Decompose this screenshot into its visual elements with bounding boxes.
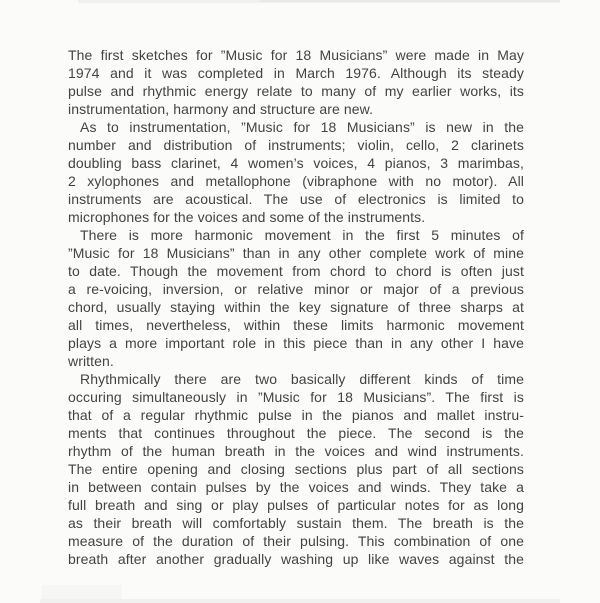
scan-edge-artifact bbox=[40, 599, 560, 603]
text-line: microphones for the voices and some of the instruments. bbox=[68, 209, 426, 225]
text-line: plays a more important role in this piece than in any other I have bbox=[68, 335, 524, 351]
text-line: ments that continues throughout the piece. The second is the bbox=[68, 425, 524, 441]
paragraph bbox=[68, 370, 524, 568]
text-line: all times, nevertheless, within these limits harmonic movement bbox=[68, 317, 524, 333]
text-line: instrumentation, harmony and structure are new. bbox=[68, 101, 374, 117]
text-line: instruments are acoustical. The use of electronics is limited to bbox=[68, 191, 524, 207]
text-line: as their breath will comfortably sustain them. The breath is the bbox=[68, 515, 524, 531]
text-line: full breath and sing or play pulses of particular notes for as long bbox=[68, 497, 524, 513]
text-line: Rhythmically there are two basically different kinds of time bbox=[80, 371, 524, 387]
scan-edge-artifact bbox=[78, 0, 560, 3]
text-line: number and distribution of instruments; violin, cello, 2 clarinets bbox=[68, 137, 524, 153]
text-line: chord, usually staying within the key signature of three sharps at bbox=[68, 299, 524, 315]
text-line: measure of the duration of their pulsing. This combination of one bbox=[68, 533, 524, 549]
text-line: to date. Though the movement from chord to chord is often just bbox=[68, 263, 524, 279]
text-line: a re-voicing, inversion, or relative minor or major of a previous bbox=[68, 281, 524, 297]
scan-edge-artifact bbox=[42, 585, 122, 601]
text-line: As to instrumentation, ”Music for 18 Musicians” is new in the bbox=[80, 119, 524, 135]
text-line: pulse and rhythmic energy relate to many of my earlier works, its bbox=[68, 83, 524, 99]
text-block bbox=[68, 46, 524, 568]
paragraph bbox=[68, 226, 524, 370]
text-line: breath after another gradually washing up like waves against the bbox=[68, 551, 524, 567]
text-line: rhythm of the human breath in the voices and wind instruments. bbox=[68, 443, 524, 459]
text-line: occuring simultaneously in ”Music for 18 Musicians”. The first is bbox=[68, 389, 524, 405]
text-line: The entire opening and closing sections plus part of all sections bbox=[68, 461, 524, 477]
text-line: that of a regular rhythmic pulse in the pianos and mallet instru- bbox=[68, 407, 524, 423]
text-line: 1974 and it was completed in March 1976. Although its steady bbox=[68, 65, 524, 81]
text-line: The first sketches for ”Music for 18 Musicians” were made in May bbox=[68, 47, 524, 63]
scan-edge-artifact bbox=[260, 0, 560, 2]
text-line: 2 xylophones and metallophone (vibraphone with no motor). All bbox=[68, 173, 524, 189]
text-line: There is more harmonic movement in the first 5 minutes of bbox=[80, 227, 524, 243]
paragraph bbox=[68, 46, 524, 118]
text-line: doubling bass clarinet, 4 women’s voices, 4 pianos, 3 marimbas, bbox=[68, 155, 524, 171]
text-line: written. bbox=[68, 353, 114, 369]
paragraph bbox=[68, 118, 524, 226]
text-line: ”Music for 18 Musicians” than in any other complete work of mine bbox=[68, 245, 524, 261]
text-line: in between contain pulses by the voices and winds. They take a bbox=[68, 479, 524, 495]
